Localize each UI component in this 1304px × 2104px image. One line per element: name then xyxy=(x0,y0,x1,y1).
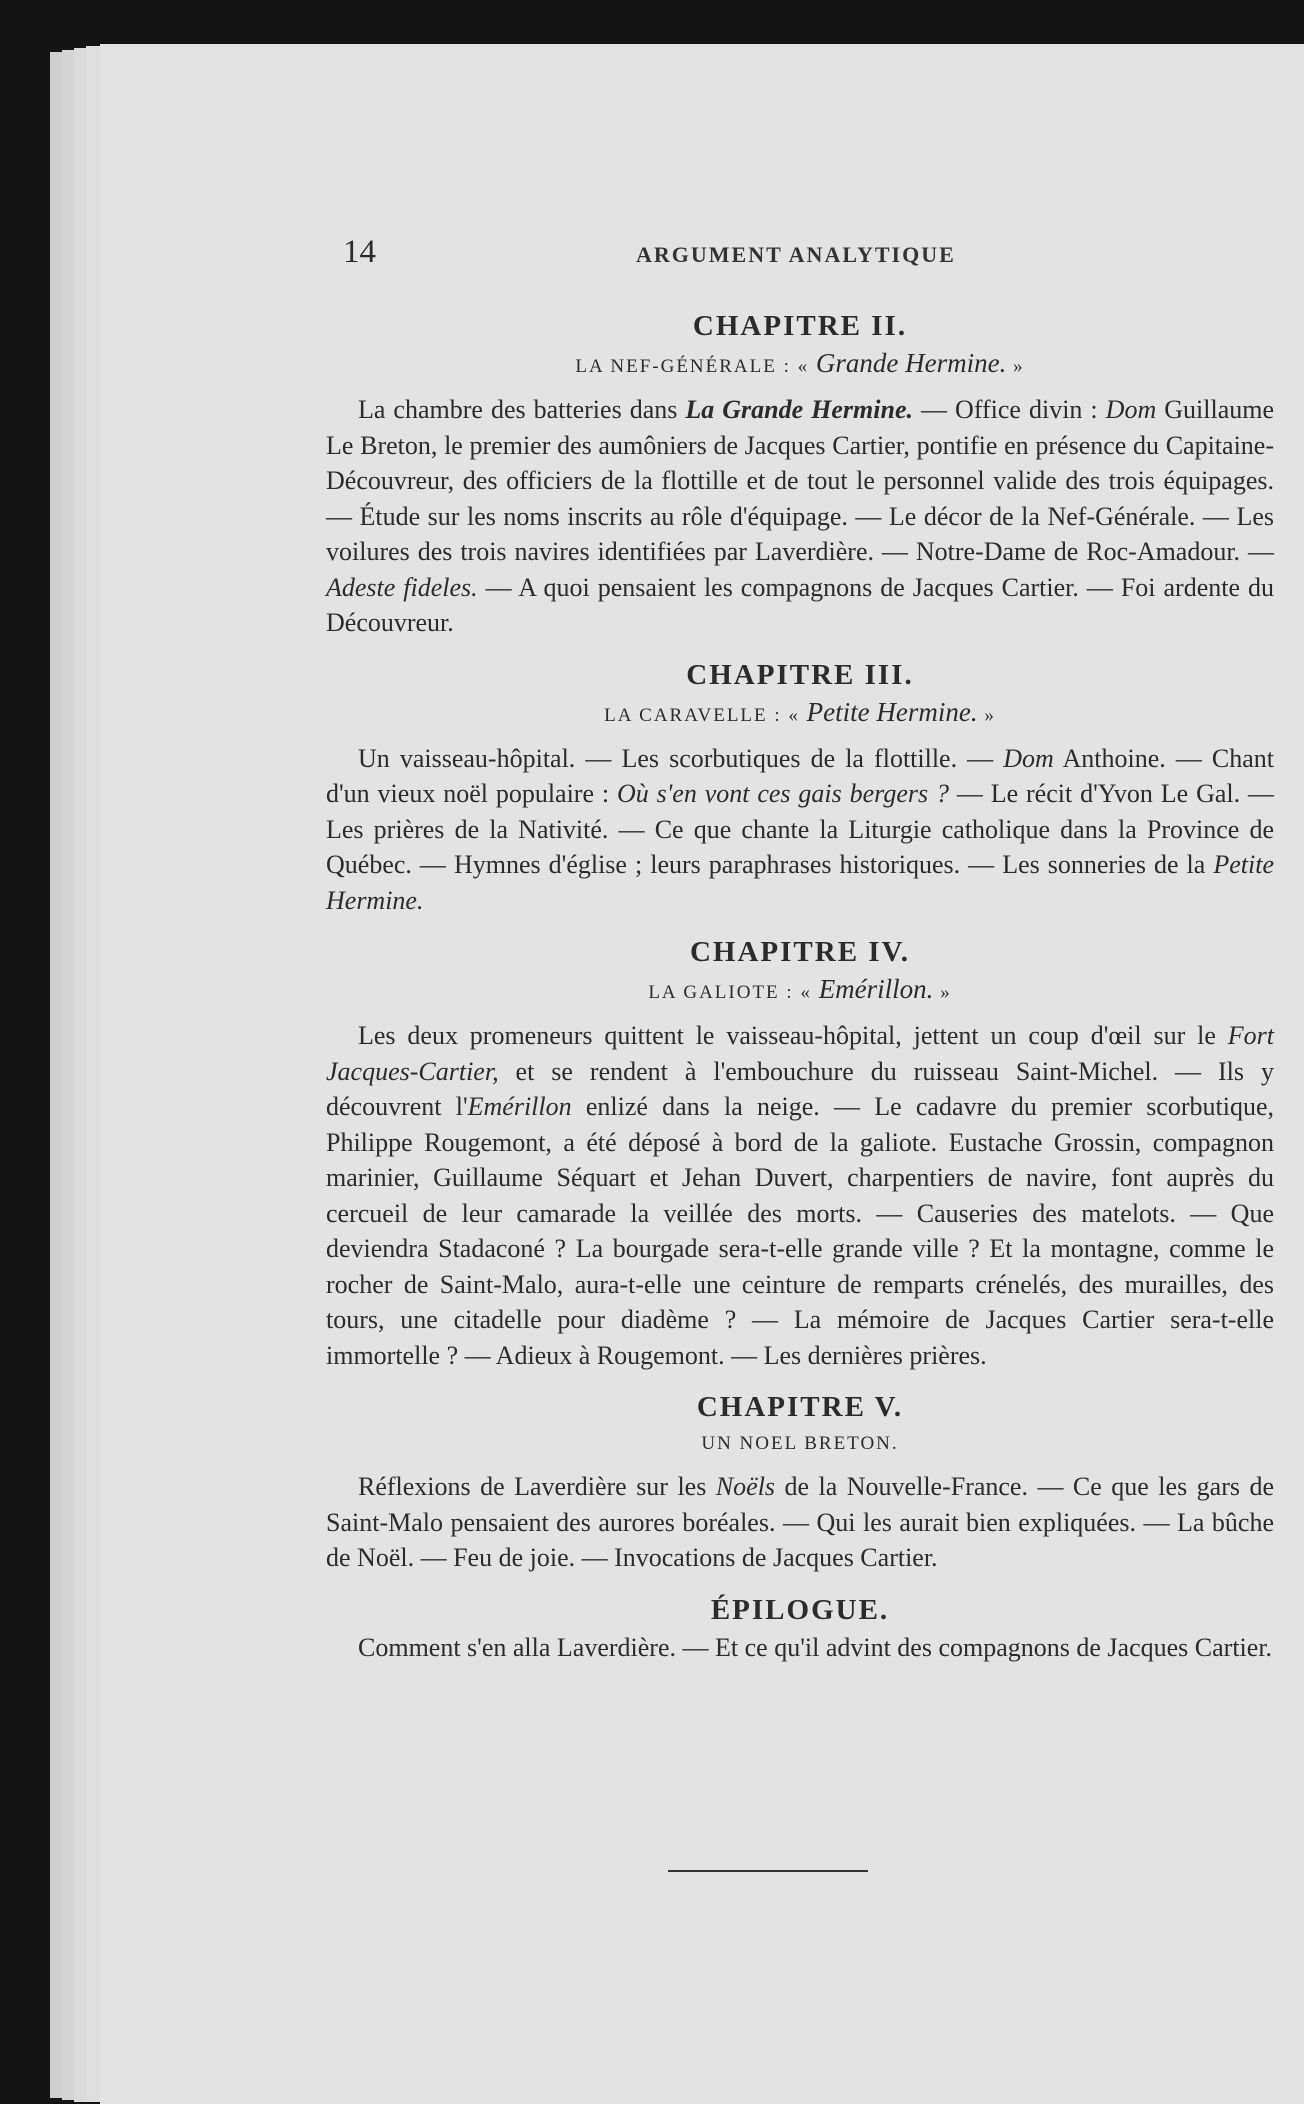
chapter-subtitle: LA GALIOTE : « Emérillon. » xyxy=(648,974,952,1004)
chapter-title: CHAPITRE II. xyxy=(692,310,908,342)
chapter-title: CHAPITRE V. xyxy=(696,1391,904,1423)
chapter-summary: Les deux promeneurs quittent le vaisseau-hôpital, jettent un coup d'œil sur le Fort Jacques-Cartier, et se rendent à l'embouchure du ruisseau Saint-Michel. — Ils y découvrent l'Emérillon enlizé dans la neige. — Le cadavre du premier scorbutique, Philippe Rougemont, a été déposé à bord de la galiote. Eustache Grossin, compagnon marinier, Guillaume Séquart et Jehan Duvert, charpentiers de navire, font auprès du cercueil de leur camarade la veillée des morts. — Causeries des matelots. — Que deviendra Stadaconé ? La bourgade sera-t-elle grande ville ? Et la montagne, comme le rocher de Saint-Malo, aura-t-elle une ceinture de remparts crénelés, des murailles, des tours, une citadelle pour diadème ? — La mémoire de Jacques Cartier sera-t-elle immortelle ? — Adieux à Rougemont. — Les dernières prières. xyxy=(326,1021,1274,1370)
chapter-subtitle: LA CARAVELLE : « Petite Hermine. » xyxy=(604,696,996,727)
chapter-subtitle: UN NOEL BRETON. xyxy=(701,1433,899,1454)
chapter-subtitle: LA NEF-GÉNÉRALE : « Grande Hermine. » xyxy=(575,348,1025,378)
page-header xyxy=(100,234,1304,274)
chapter-summary: Un vaisseau-hôpital. — Les scorbutiques de la flottille. — Dom Anthoine. — Chant d'un vieux noël populaire : Où s'en vont ces gais bergers ? — Le récit d'Yvon Le Gal. — Les prières de la Nativité. — Ce que chante la Liturgie catholique dans la Province de Québec. — Hymnes d'église ; leurs paraphrases historiques. — Les sonneries de la Petite Hermine. xyxy=(326,743,1275,915)
epilogue-summary: Comment s'en alla Laverdière. — Et ce qu'il advint des compagnons de Jacques Cartier. xyxy=(358,1632,1273,1662)
end-rule xyxy=(668,1870,868,1872)
page-number: 14 xyxy=(343,234,376,270)
epilogue-title: ÉPILOGUE. xyxy=(710,1593,890,1626)
page-content xyxy=(326,306,1274,1679)
chapter-summary: Réflexions de Laverdière sur les Noëls de la Nouvelle-France. — Ce que les gars de Saint-Malo pensaient des aurores boréales. — Qui les aurait bien expliquées. — La bûche de Noël. — Feu de joie. — Invocations de Jacques Cartier. xyxy=(326,1472,1274,1572)
chapter-title: CHAPITRE III. xyxy=(686,658,914,691)
running-title: ARGUMENT ANALYTIQUE xyxy=(636,242,956,267)
chapter-title: CHAPITRE IV. xyxy=(689,936,911,968)
book-page xyxy=(100,44,1304,2104)
chapter-summary: La chambre des batteries dans La Grande Hermine. — Office divin : Dom Guillaume Le Breton, le premier des aumôniers de Jacques Cartier, pontifie en présence du Capitaine-Découvreur, des officiers de la flottille et de tout le personnel valide des trois équipages. — Étude sur les noms inscrits au rôle d'équipage. — Le décor de la Nef-Générale. — Les voilures des trois navires identifiées par Laverdière. — Notre-Dame de Roc-Amadour. — Adeste fideles. — A quoi pensaient les compagnons de Jacques Cartier. — Foi ardente du Découvreur. xyxy=(326,395,1274,637)
